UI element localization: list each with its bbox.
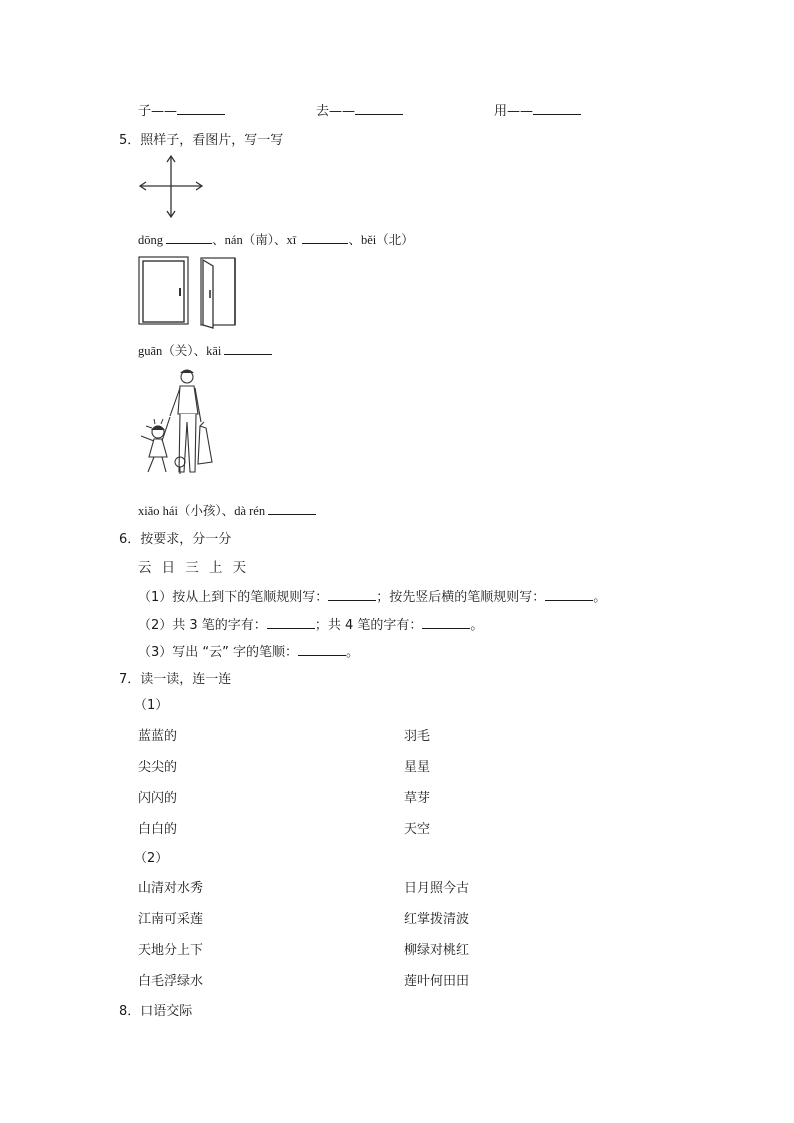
answer-blank[interactable] xyxy=(268,502,316,515)
q6-characters xyxy=(138,556,252,576)
q7-part1-label: （1） xyxy=(134,698,169,713)
q6-prompt: （3）写出 “云” 字的笔顺： xyxy=(138,645,299,660)
q7-title: 7．读一读，连一连 xyxy=(119,672,232,687)
match-right-item[interactable]: 红掌拨清波 xyxy=(404,912,470,927)
answer-blank[interactable] xyxy=(355,102,403,115)
q6-part-1 xyxy=(138,586,606,605)
q6-title: 6．按要求，分一分 xyxy=(119,532,232,547)
answer-blank[interactable] xyxy=(328,588,376,601)
q4-item-2 xyxy=(316,100,403,119)
match-left-item[interactable]: 蓝蓝的 xyxy=(138,729,178,744)
answer-blank[interactable] xyxy=(177,102,225,115)
q4-item-3 xyxy=(494,100,581,119)
separator: 、 xyxy=(193,344,207,358)
q6-prompt: ；共 4 笔的字有： xyxy=(314,618,423,633)
answer-blank[interactable] xyxy=(422,616,470,629)
q5-line-people xyxy=(138,501,316,519)
q8-title: 8．口语交际 xyxy=(119,1004,193,1019)
punctuation: 。 xyxy=(470,618,484,633)
answer-blank[interactable] xyxy=(545,588,593,601)
pinyin-bei: běi（北） xyxy=(360,233,414,247)
punctuation: 。 xyxy=(346,645,360,660)
separator: 、 xyxy=(221,504,235,518)
match-left-item[interactable]: 闪闪的 xyxy=(138,791,178,806)
char-item: 三 xyxy=(185,560,199,576)
match-left-item[interactable]: 江南可采莲 xyxy=(138,912,204,927)
match-right-item[interactable]: 天空 xyxy=(404,822,431,837)
char-item: 云 xyxy=(138,560,152,576)
q4-dash: —— xyxy=(329,104,356,119)
pinyin-dong: dōng xyxy=(138,233,163,247)
open-door-image xyxy=(199,256,239,328)
match-right-item[interactable]: 草芽 xyxy=(404,791,431,806)
q6-prompt: （1）按从上到下的笔顺规则写： xyxy=(138,590,329,605)
match-left-item[interactable]: 尖尖的 xyxy=(138,760,178,775)
char-item: 日 xyxy=(161,560,176,576)
answer-blank[interactable] xyxy=(224,342,272,355)
pinyin-xiaohai: xiǎo hái（小孩） xyxy=(138,504,222,518)
adult-child-image xyxy=(136,364,220,484)
separator: 、 xyxy=(212,233,225,247)
pinyin-guan: guān（关） xyxy=(138,344,194,358)
match-right-item[interactable]: 日月照今古 xyxy=(404,881,470,896)
q7-part2-label: （2） xyxy=(134,851,169,866)
q4-char: 用 xyxy=(494,104,508,119)
char-item: 上 xyxy=(208,560,223,576)
match-right-item[interactable]: 柳绿对桃红 xyxy=(404,943,470,958)
answer-blank[interactable] xyxy=(533,102,581,115)
match-left-item[interactable]: 白毛浮绿水 xyxy=(138,974,204,989)
q6-prompt: ；按先竖后横的笔顺规则写： xyxy=(376,590,546,605)
match-right-item[interactable]: 莲叶何田田 xyxy=(404,974,470,989)
pinyin-xi: xī xyxy=(286,233,297,247)
match-left-item[interactable]: 山清对水秀 xyxy=(138,881,204,896)
answer-blank[interactable] xyxy=(267,616,315,629)
answer-blank[interactable] xyxy=(302,231,348,244)
q6-part-2 xyxy=(138,614,483,633)
char-item: 天 xyxy=(232,560,247,576)
q4-item-1 xyxy=(138,100,225,119)
pinyin-nan: nán（南） xyxy=(224,233,274,247)
q6-part-3 xyxy=(138,641,359,660)
q4-dash: —— xyxy=(507,104,534,119)
q5-line-doors xyxy=(138,341,272,359)
match-right-item[interactable]: 星星 xyxy=(404,760,431,775)
compass-cross-icon xyxy=(138,154,204,220)
match-left-item[interactable]: 天地分上下 xyxy=(138,943,204,958)
q4-char: 子 xyxy=(138,104,152,119)
q4-char: 去 xyxy=(316,104,330,119)
answer-blank[interactable] xyxy=(166,231,212,244)
separator: 、 xyxy=(273,233,287,247)
match-right-item[interactable]: 羽毛 xyxy=(404,729,431,744)
closed-door-image xyxy=(138,256,190,326)
pinyin-kai: kāi xyxy=(206,344,222,358)
q5-line-directions xyxy=(138,230,414,248)
match-left-item[interactable]: 白白的 xyxy=(138,822,178,837)
separator: 、 xyxy=(348,233,361,247)
q4-dash: —— xyxy=(151,104,178,119)
punctuation: 。 xyxy=(593,590,607,605)
pinyin-daren: dà rén xyxy=(234,504,266,518)
q6-prompt: （2）共 3 笔的字有： xyxy=(138,618,267,633)
q5-title: 5．照样子，看图片，写一写 xyxy=(119,133,284,148)
answer-blank[interactable] xyxy=(298,643,346,656)
